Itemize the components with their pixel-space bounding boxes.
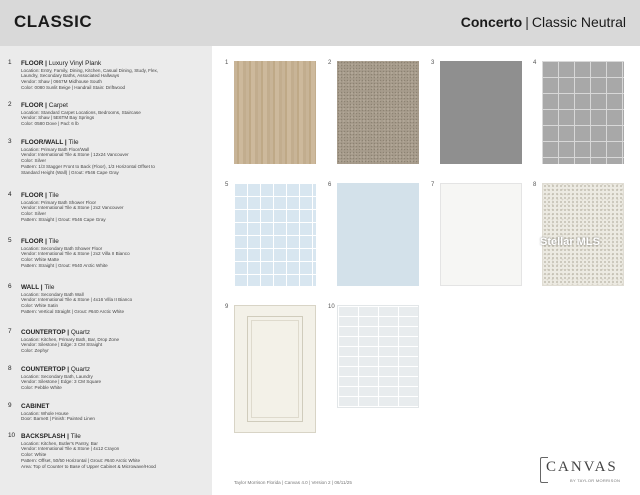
spec-title: FLOOR | Tile xyxy=(21,238,59,245)
spec-title: BACKSPLASH | Tile xyxy=(21,433,81,440)
spec-line: Color: 0080 Sunlit Beige | Handrail Stain: Driftwood xyxy=(21,84,126,90)
spec-material: Tile xyxy=(48,238,59,245)
spec-line: Vendor: International Tile & Stone | 4x16 Villa II Bianco xyxy=(21,297,133,303)
spec-category: FLOOR/WALL xyxy=(21,139,64,146)
spec-line: Area: Top of Counter to Base of Upper Cabinet & Microwave/Hood xyxy=(21,463,156,469)
spec-number: 2 xyxy=(8,101,12,108)
spec-line: Color: Silver xyxy=(21,158,47,164)
spec-category: FLOOR xyxy=(21,60,44,67)
swatch-number: 8 xyxy=(533,182,537,188)
footer-text: Taylor Morrison Florida | Canvas 4.0 | Version 2 | 06/11/25 xyxy=(234,480,352,485)
spec-line: Color: 0580 Dove | Pad: 6 lb xyxy=(21,121,79,127)
spec-title: FLOOR | Carpet xyxy=(21,102,68,109)
spec-item xyxy=(8,139,204,176)
logo-tagline: BY TAYLOR MORRISON xyxy=(570,478,621,483)
white-mosaic-swatch xyxy=(234,183,316,286)
mosaic-tile-swatch xyxy=(542,61,624,164)
spec-line: Location: Kitchen, Primary Bath, Bar, Drop Zone xyxy=(21,336,120,342)
swatch-number: 5 xyxy=(225,182,229,188)
swatch-number: 10 xyxy=(328,304,335,310)
swatch-number: 6 xyxy=(328,182,332,188)
spec-line: Vendor: Silestone | Edge: 3 CM Straight xyxy=(21,342,103,348)
swatch-number: 7 xyxy=(431,182,435,188)
spec-material: Tile xyxy=(44,284,55,291)
lvp-wood-swatch xyxy=(234,61,316,164)
backsplash-tile-swatch xyxy=(337,305,419,408)
spec-line: Vendor: Silestone | Edge: 3 CM Square xyxy=(21,379,102,385)
collection-title: CLASSIC xyxy=(14,12,93,31)
spec-item xyxy=(8,238,204,269)
spec-number: 9 xyxy=(8,402,12,409)
spec-line: Vendor: International Tile & Stone | 2x2 Vancouver xyxy=(21,205,124,211)
spec-line: Location: Entry, Family, Dining, Kitchen, Casual Dining, Study, Flex, xyxy=(21,67,159,73)
spec-number: 1 xyxy=(8,59,12,66)
spec-line: Color: White xyxy=(21,452,47,458)
spec-number: 4 xyxy=(8,191,12,198)
spec-category: COUNTERTOP xyxy=(21,366,66,373)
spec-category: FLOOR xyxy=(21,192,44,199)
spec-line: Location: Primary Bath Shower Floor xyxy=(21,199,97,205)
spec-material: Tile xyxy=(68,139,79,146)
swatch-grid xyxy=(212,46,640,495)
swatch-number: 9 xyxy=(225,304,229,310)
scheme-style: Classic Neutral xyxy=(531,14,626,30)
spec-number: 10 xyxy=(8,432,16,439)
cabinet-panel xyxy=(247,316,303,422)
spec-line: Vendor: International Tile & Stone | 2x2 Villa II Bianco xyxy=(21,251,130,257)
spec-material: Tile xyxy=(48,192,59,199)
spec-number: 7 xyxy=(8,328,12,335)
swatch-number: 2 xyxy=(328,60,332,66)
spec-material: Quartz xyxy=(70,366,91,373)
spec-category: FLOOR xyxy=(21,238,44,245)
spec-item xyxy=(8,60,204,91)
swatch-number: 3 xyxy=(431,60,435,66)
scheme-separator: | xyxy=(525,14,529,30)
spec-material: Tile xyxy=(70,433,81,440)
spec-list xyxy=(0,46,212,495)
spec-title: WALL | Tile xyxy=(21,284,55,291)
spec-line: Location: Kitchen, Butler's Pantry, Bar xyxy=(21,440,98,446)
spec-line: Location: Whole House xyxy=(21,410,69,416)
spec-line: Pattern: Straight | Grout: #640 Arctic White xyxy=(21,262,108,268)
spec-item xyxy=(8,102,204,127)
spec-line: Vendor: International Tile & Stone | 12x24 Vancouver xyxy=(21,152,129,158)
spec-material: Quartz xyxy=(70,329,91,336)
canvas-logo xyxy=(540,457,626,487)
gray-tile-swatch xyxy=(440,61,522,164)
spec-item xyxy=(8,366,204,391)
quartz-pebble-swatch xyxy=(542,183,624,286)
spec-line: Pattern: Straight | Grout: #546 Cape Gray xyxy=(21,216,106,222)
carpet-swatch xyxy=(337,61,419,164)
spec-line: Location: Standard Carpet Locations, Bedrooms, Staircase xyxy=(21,109,141,115)
cabinet-door-swatch xyxy=(234,305,316,433)
spec-line: Color: Zephyr xyxy=(21,348,49,354)
spec-line: Standard Height (Wall) | Grout: #546 Cape Gray xyxy=(21,169,119,175)
spec-category: FLOOR xyxy=(21,102,44,109)
spec-category: BACKSPLASH xyxy=(21,433,66,440)
spec-line: Laundry, Secondary Baths, Associated Hallways xyxy=(21,73,120,79)
spec-title: FLOOR | Luxury Vinyl Plank xyxy=(21,60,102,67)
spec-item xyxy=(8,403,204,422)
spec-line: Vendor: Shaw | 5E6TM Bay Springs xyxy=(21,115,95,121)
header-bar xyxy=(0,0,640,46)
spec-line: Pattern: 1/3 Stagger Front to Back (Floor), 1/3 Horizontal Offset to xyxy=(21,163,155,169)
spec-title: FLOOR | Tile xyxy=(21,192,59,199)
spec-line: Color: Silver xyxy=(21,211,47,217)
spec-line: Vendor: Shaw | 0667M Midhouse South xyxy=(21,79,102,85)
spec-title: COUNTERTOP | Quartz xyxy=(21,329,91,336)
spec-number: 3 xyxy=(8,138,12,145)
spec-line: Location: Secondary Bath Wall xyxy=(21,291,84,297)
spec-item xyxy=(8,329,204,354)
spec-category: WALL xyxy=(21,284,39,291)
spec-line: Color: Pebble White xyxy=(21,385,62,391)
spec-line: Location: Primary Bath Floor/Wall xyxy=(21,146,90,152)
spec-line: Pattern: Offset, 50/50 Horizontal | Grout: #640 Arctic White xyxy=(21,457,141,463)
spec-title: CABINET xyxy=(21,403,50,410)
spec-title: COUNTERTOP | Quartz xyxy=(21,366,91,373)
spec-title: FLOOR/WALL | Tile xyxy=(21,139,79,146)
spec-item xyxy=(8,192,204,223)
spec-line: Location: Secondary Bath Shower Floor xyxy=(21,245,103,251)
spec-number: 8 xyxy=(8,365,12,372)
spec-material: Carpet xyxy=(48,102,68,109)
logo-wordmark: CANVAS xyxy=(546,459,618,475)
swatch-number: 4 xyxy=(533,60,537,66)
spec-line: Color: White Matte xyxy=(21,257,60,263)
spec-line: Color: White Satin xyxy=(21,303,59,309)
spec-item xyxy=(8,433,204,470)
spec-number: 6 xyxy=(8,283,12,290)
scheme-title xyxy=(461,14,626,30)
spec-material: Luxury Vinyl Plank xyxy=(48,60,102,67)
swatch-number: 1 xyxy=(225,60,229,66)
spec-line: Door: Barnett | Finish: Painted Linen xyxy=(21,416,95,422)
watermark: Stellar MLS xyxy=(540,236,600,248)
spec-category: COUNTERTOP xyxy=(21,329,66,336)
quartz-zephyr-swatch xyxy=(440,183,522,286)
spec-line: Location: Secondary Bath, Laundry xyxy=(21,373,93,379)
wall-tile-swatch xyxy=(337,183,419,286)
scheme-name: Concerto xyxy=(460,14,523,30)
spec-number: 5 xyxy=(8,237,12,244)
spec-item xyxy=(8,284,204,315)
spec-line: Pattern: Vertical Straight | Grout: #640 Arctic White xyxy=(21,308,125,314)
spec-line: Vendor: International Tile & Stone | 4x12 Crayon xyxy=(21,446,120,452)
